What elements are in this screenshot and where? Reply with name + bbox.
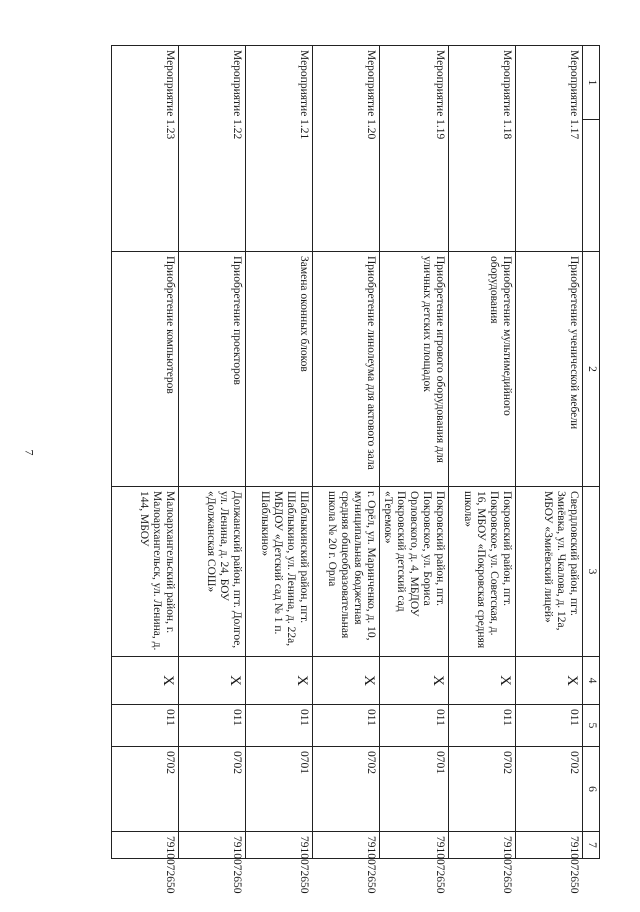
address-cell: Шаблыкинский район, пгт. Шаблыкино, ул. Ленина, д. 22а, МБДОУ «Детский сад № 1 п. Шаблыкино» [245, 487, 312, 657]
section-cell: 0701 [379, 747, 448, 832]
activity-number-cell: Мероприятие 1.19 [379, 46, 448, 252]
section-cell: 0702 [111, 747, 178, 832]
code-cell: 011 [379, 705, 448, 747]
target-code-cell: 7910072650 [449, 832, 516, 859]
address-cell: Покровский район, пгт. Покровское, ул. Бориса Орловского, д. 4, МБДОУ Покровский детский сад «Теремок» [379, 487, 448, 657]
table-row [449, 46, 516, 859]
cell-x: Х [312, 657, 379, 705]
table-row [245, 46, 312, 859]
column-header-7: 7 [583, 832, 600, 859]
cell-x: Х [111, 657, 178, 705]
address-cell: Свердловский район, пгт. Змиёвка, ул. Чкалова, д. 12а, МБОУ «Змиёвский лицей» [516, 487, 583, 657]
table-header-row [583, 46, 600, 859]
address-cell: Должанский район, пгт. Долгое, ул. Ленина, д. 24, БОУ «Должанская СОШ» [178, 487, 245, 657]
activity-number-cell: Мероприятие 1.20 [312, 46, 379, 252]
column-header-1: 1 [583, 46, 600, 120]
table-row [178, 46, 245, 859]
address-cell: Покровский район, пгт. Покровское, ул. Советская, д. 16, МБОУ «Покровская средняя школа» [449, 487, 516, 657]
cell-x: Х [516, 657, 583, 705]
section-cell: 0701 [245, 747, 312, 832]
activity-number-cell: Мероприятие 1.18 [449, 46, 516, 252]
activities-table [111, 45, 600, 894]
section-cell: 0702 [312, 747, 379, 832]
activity-name-cell: Приобретение проекторов [178, 252, 245, 487]
section-cell: 0702 [178, 747, 245, 832]
activity-name-cell: Приобретение линолеума для актового зала [312, 252, 379, 487]
page-number: 7 [22, 449, 37, 456]
activity-number-cell: Мероприятие 1.21 [245, 46, 312, 252]
table-row [111, 46, 178, 859]
column-header-6: 6 [583, 747, 600, 832]
code-cell: 011 [449, 705, 516, 747]
target-code-cell: 7910072650 [245, 832, 312, 859]
target-code-cell: 7910072650 [379, 832, 448, 859]
code-cell: 011 [178, 705, 245, 747]
table-wrapper [117, 45, 600, 894]
activity-name-cell: Приобретение игрового оборудования для уличных детских площадок [379, 252, 448, 487]
code-cell: 011 [111, 705, 178, 747]
column-header-1-spacer [583, 120, 600, 252]
column-header-2: 2 [583, 252, 600, 487]
cell-x: Х [178, 657, 245, 705]
cell-x: Х [245, 657, 312, 705]
target-code-cell: 7910072650 [178, 832, 245, 859]
column-header-3: 3 [583, 487, 600, 657]
activity-name-cell: Приобретение мультимедийного оборудования [449, 252, 516, 487]
activity-name-cell: Приобретение ученической мебели [516, 252, 583, 487]
activity-number-cell: Мероприятие 1.22 [178, 46, 245, 252]
activity-name-cell: Приобретение компьютеров [111, 252, 178, 487]
table-row [379, 46, 448, 859]
address-cell: г. Орёл, ул. Маринченко, д. 10, муниципальная бюджетная средняя общеобразовательная школа № 20 г. Орла [312, 487, 379, 657]
section-cell: 0702 [449, 747, 516, 832]
column-header-4: 4 [583, 657, 600, 705]
address-cell: Малоархангельский район, г. Малоархангельск, ул. Ленина, д. 144, МБОУ [111, 487, 178, 657]
table-row [516, 46, 583, 859]
activity-number-cell: Мероприятие 1.17 [516, 46, 583, 252]
target-code-cell: 7910072650 [516, 832, 583, 859]
column-header-5: 5 [583, 705, 600, 747]
code-cell: 011 [245, 705, 312, 747]
section-cell: 0702 [516, 747, 583, 832]
activity-number-cell: Мероприятие 1.23 [111, 46, 178, 252]
target-code-cell: 7910072650 [312, 832, 379, 859]
cell-x: Х [449, 657, 516, 705]
target-code-cell: 7910072650 [111, 832, 178, 859]
code-cell: 011 [312, 705, 379, 747]
table-body [111, 46, 582, 894]
activity-name-cell: Замена оконных блоков [245, 252, 312, 487]
code-cell: 011 [516, 705, 583, 747]
cell-x: Х [379, 657, 448, 705]
table-row [312, 46, 379, 859]
